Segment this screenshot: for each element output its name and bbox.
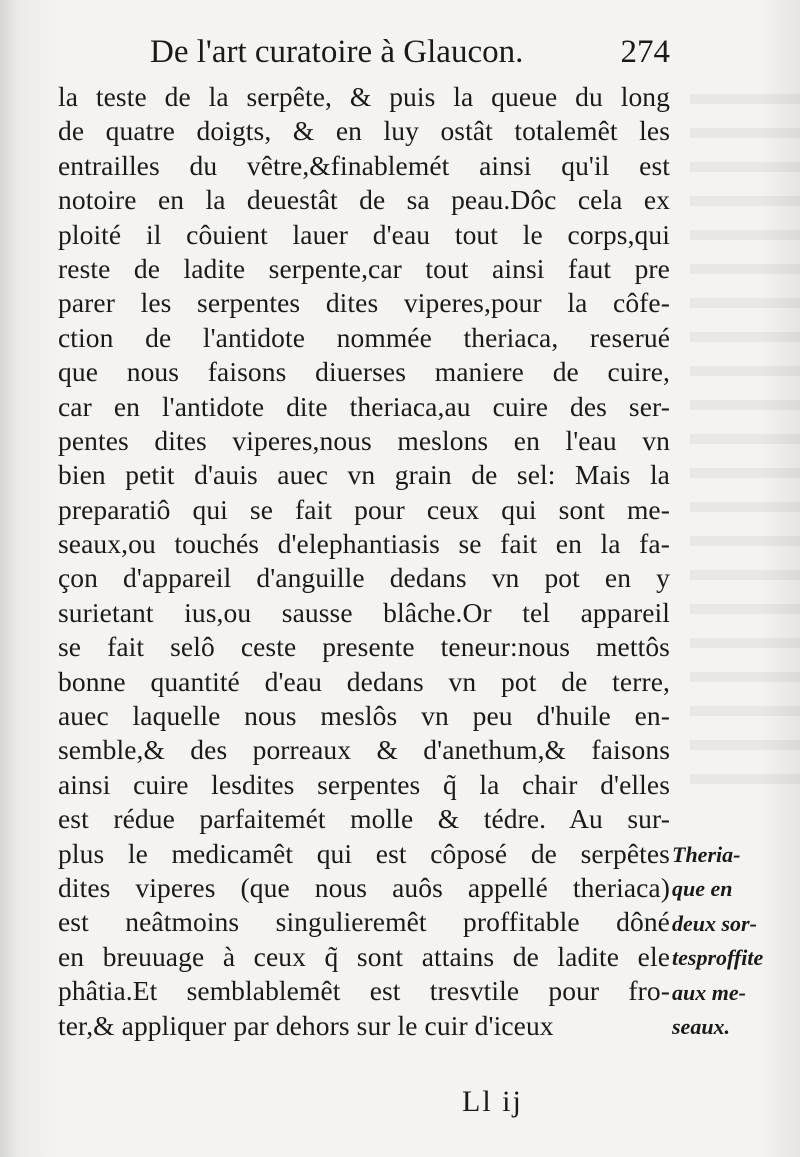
text-line: est rédue parfaitemét molle & tédre. Au sur- bbox=[58, 803, 670, 835]
show-through-shadow bbox=[690, 80, 800, 800]
text-line: bonne quantité d'eau dedans vn pot de terre, bbox=[58, 665, 670, 697]
text-line: de quatre doigts, & en luy ostât totalemêt les bbox=[58, 115, 670, 147]
running-title: De l'art curatoire à Glaucon. bbox=[150, 34, 524, 70]
text-line: çon d'appareil d'anguille dedans vn pot en y bbox=[58, 562, 670, 594]
margin-note-line: aux me- bbox=[672, 979, 746, 1005]
text-line: ploité il côuient lauer d'eau tout le corps,qui bbox=[58, 218, 670, 250]
body-text bbox=[58, 80, 670, 1043]
text-line: ction de l'antidote nommée theriaca, reserué bbox=[58, 321, 670, 353]
text-line: seaux,ou touchés d'elephantiasis se fait en la fa- bbox=[58, 528, 670, 560]
text-line: pentes dites viperes,nous meslons en l'eau vn bbox=[58, 424, 670, 456]
margin-note-line: tesproffite bbox=[672, 945, 764, 971]
text-line: reste de ladite serpente,car tout ainsi faut pre bbox=[58, 252, 670, 284]
text-line: surietant ius,ou sausse blâche.Or tel appareil bbox=[58, 596, 670, 628]
text-line: ter,& appliquer par dehors sur le cuir d'iceux bbox=[58, 1009, 554, 1041]
text-line: que nous faisons diuerses maniere de cuire, bbox=[58, 356, 670, 388]
text-line: se fait selô ceste presente teneur:nous mettôs bbox=[58, 631, 670, 663]
text-line: auec laquelle nous meslôs vn peu d'huile en- bbox=[58, 700, 670, 732]
text-line: entrailles du vêtre,&finablemét ainsi qu'il est bbox=[58, 149, 670, 181]
margin-note-line: Theria- bbox=[672, 842, 741, 867]
text-line: preparatiô qui se fait pour ceux qui sont me- bbox=[58, 493, 670, 525]
text-line: phâtia.Et semblablemêt est tresvtile pour fro- bbox=[58, 975, 670, 1007]
text-line: semble,& des porreaux & d'anethum,& faisons bbox=[58, 734, 670, 766]
signature-mark: Ll ij bbox=[462, 1085, 523, 1118]
text-line: dites viperes (que nous auôs appellé theriaca) bbox=[58, 871, 670, 903]
text-line: bien petit d'auis auec vn grain de sel: Mais la bbox=[58, 459, 670, 491]
text-line: la teste de la serpête, & puis la queue du long bbox=[58, 81, 670, 112]
page-number: 274 bbox=[620, 34, 670, 70]
text-line: notoire en la deuestât de sa peau.Dôc cela ex bbox=[58, 184, 670, 216]
margin-note-line: que en bbox=[672, 876, 733, 902]
text-line: ainsi cuire lesdites serpentes q̃ la chair d'elles bbox=[58, 768, 670, 800]
text-line: plus le medicamêt qui est côposé de serpêtes bbox=[58, 837, 670, 869]
margin-note-line: deux sor- bbox=[672, 910, 757, 936]
text-line: en breuuage à ceux q̃ sont attains de ladite ele bbox=[58, 940, 670, 972]
text-line: est neâtmoins singulieremêt proffitable dôné bbox=[58, 906, 670, 938]
margin-notes bbox=[672, 838, 798, 1044]
text-line: parer les serpentes dites viperes,pour la côfe- bbox=[58, 287, 670, 319]
page-header bbox=[150, 30, 670, 74]
margin-note-line: seaux. bbox=[672, 1013, 731, 1039]
text-line: car en l'antidote dite theriaca,au cuire des ser- bbox=[58, 390, 670, 422]
